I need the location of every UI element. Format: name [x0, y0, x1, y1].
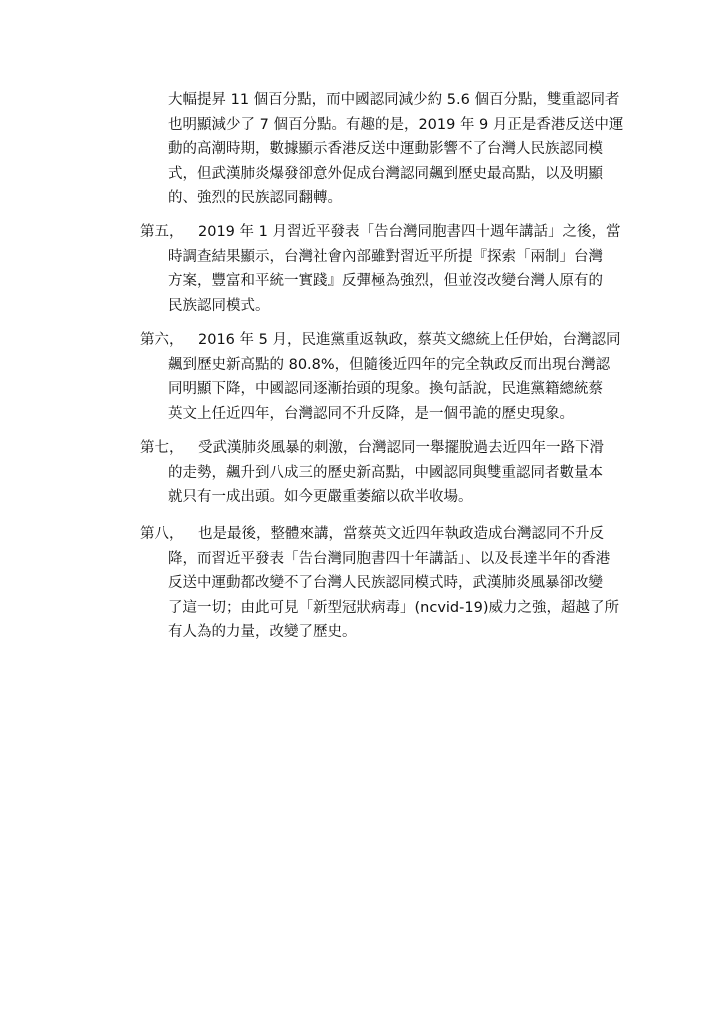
item-label: 第八， — [140, 526, 184, 542]
paragraph-line: 式，但武漢肺炎爆發卻意外促成台灣認同飆到歷史最高點，以及明顯 — [168, 165, 603, 182]
paragraph-line: 也是最後，整體來講，當蔡英文近四年執政造成台灣認同不升反 — [198, 526, 604, 542]
list-item-5 — [140, 220, 620, 318]
paragraph-line: 了這一切；由此可見「新型冠狀病毒」(ncvid-19)威力之強，超越了所 — [168, 599, 619, 616]
item-body — [168, 220, 620, 318]
paragraph-line: 受武漢肺炎風暴的刺激，台灣認同一舉擺脫過去近四年一路下滑 — [198, 440, 604, 456]
item-label: 第五， — [140, 224, 184, 240]
paragraph-line: 英文上任近四年，台灣認同不升反降，是一個弔詭的歷史現象。 — [168, 405, 574, 422]
paragraph-line: 降，而習近平發表「告台灣同胞書四十年講話」、以及長達半年的香港 — [168, 550, 611, 567]
paragraph-line: 有人為的力量，改變了歷史。 — [168, 624, 357, 640]
paragraph-line: 動的高潮時期，數據顯示香港反送中運動影響不了台灣人民族認同模 — [168, 141, 603, 157]
list-item-6 — [140, 328, 620, 426]
paragraph-line: 的走勢，飆升到八成三的歷史新高點，中國認同與雙重認同者數量本 — [168, 464, 603, 481]
paragraph-line: 方案，豐富和平統一實踐』反彈極為強烈，但並沒改變台灣人原有的 — [168, 273, 603, 289]
paragraph-line: 民族認同模式。 — [168, 297, 270, 314]
list-item-8 — [140, 522, 620, 645]
item-body — [168, 436, 620, 510]
paragraph-line: 飆到歷史新高點的 80.8%，但隨後近四年的完全執政反而出現台灣認 — [168, 356, 611, 373]
paragraph-line: 時調查結果顯示，台灣社會內部雖對習近平所提『探索「兩制」台灣 — [168, 248, 603, 265]
item-label: 第六， — [140, 332, 184, 348]
paragraph-line: 同明顯下降，中國認同逐漸抬頭的現象。換句話說，民進黨籍總統蔡 — [168, 381, 603, 397]
paragraph-line: 也明顯減少了 7 個百分點。有趣的是，2019 年 9 月正是香港反送中運 — [168, 116, 624, 133]
item-body — [168, 522, 620, 645]
paragraph-line: 2019 年 1 月習近平發表「告台灣同胞書四十週年講話」之後，當 — [198, 224, 621, 240]
paragraph-line: 就只有一成出頭。如今更嚴重萎縮以砍半收場。 — [168, 489, 473, 505]
continuation-paragraph — [168, 88, 624, 211]
paragraph-line: 反送中運動都改變不了台灣人民族認同模式時，武漢肺炎風暴卻改變 — [168, 575, 603, 591]
list-item-7 — [140, 436, 620, 510]
item-label: 第七， — [140, 440, 184, 456]
paragraph-line: 2016 年 5 月，民進黨重返執政，蔡英文總統上任伊始，台灣認同 — [198, 332, 621, 348]
paragraph-line: 大幅提昇 11 個百分點，而中國認同減少約 5.6 個百分點，雙重認同者 — [168, 92, 620, 108]
item-body — [168, 328, 620, 426]
paragraph-line: 的、強烈的民族認同翻轉。 — [168, 190, 342, 206]
